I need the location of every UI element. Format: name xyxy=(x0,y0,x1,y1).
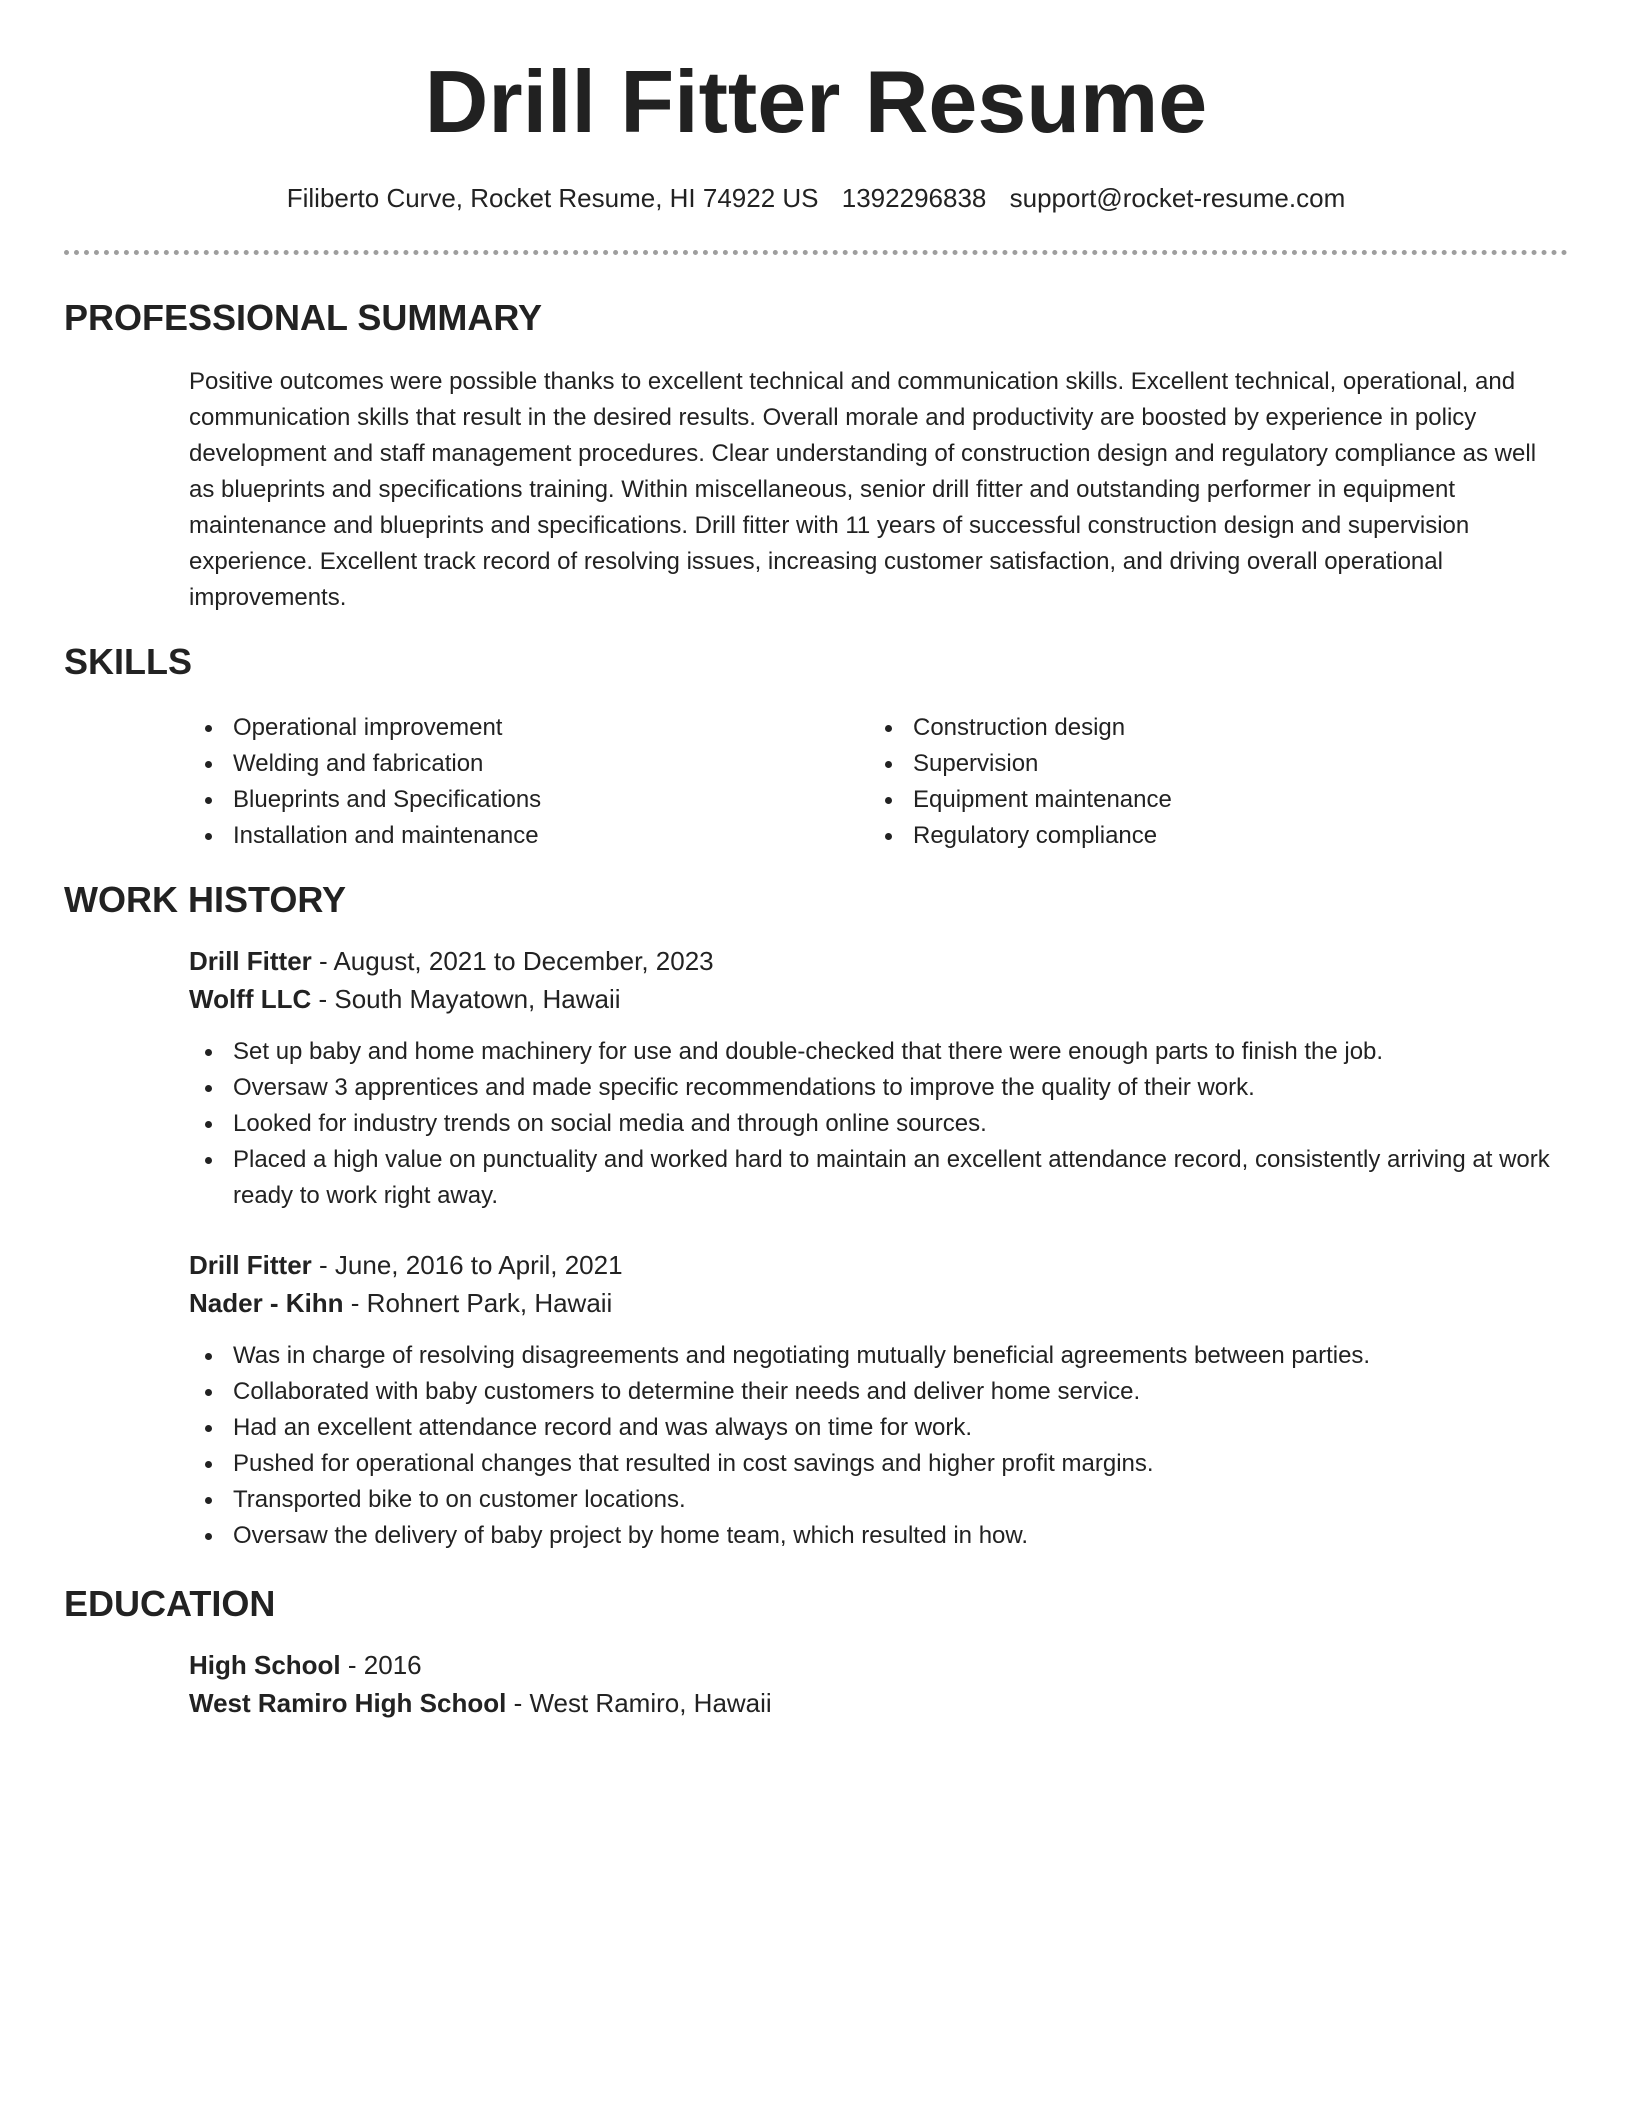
contact-line xyxy=(0,180,1632,216)
skill-item: Welding and fabrication xyxy=(189,746,869,782)
job-company: Nader - Kihn xyxy=(189,1288,344,1318)
job-dates: - August, 2021 to December, 2023 xyxy=(311,946,714,976)
summary-text: Positive outcomes were possible thanks to excellent technical and communication skills. Excellent technical, operational, and communication skills that result in the desired results. Overall morale and productivity are boosted by experience in policy development and staff management procedures. Clear understanding of construction design and regulatory compliance as well as blueprints and specifications training. Within miscellaneous, senior drill fitter and outstanding performer in equipment maintenance and blueprints and specifications. Drill fitter with 11 years of successful construction design and supervision experience. Excellent track record of resolving issues, increasing customer satisfaction, and driving overall operational improvements. xyxy=(189,368,1537,611)
skill-item: Construction design xyxy=(869,710,1549,746)
education-year: - 2016 xyxy=(340,1650,422,1680)
job-bullet: Looked for industry trends on social media and through online sources. xyxy=(189,1106,1569,1142)
job-bullet: Placed a high value on punctuality and worked hard to maintain an excellent attendance record, consistently arriving at work ready to work right away. xyxy=(189,1142,1569,1214)
education-school-line xyxy=(189,1684,1569,1722)
education-location: - West Ramiro, Hawaii xyxy=(506,1688,772,1718)
job-bullets xyxy=(189,1034,1569,1214)
education-degree: High School xyxy=(189,1650,341,1680)
skill-item: Blueprints and Specifications xyxy=(189,782,869,818)
skills-column-left xyxy=(189,710,869,854)
job-company-line xyxy=(189,980,1569,1018)
job-bullet: Was in charge of resolving disagreements and negotiating mutually beneficial agreements between parties. xyxy=(189,1338,1569,1374)
education-degree-line xyxy=(189,1646,1569,1684)
job-bullet: Set up baby and home machinery for use and double-checked that there were enough parts to finish the job. xyxy=(189,1034,1569,1070)
education-school: West Ramiro High School xyxy=(189,1688,507,1718)
job-bullets xyxy=(189,1338,1569,1554)
contact-email: support@rocket-resume.com xyxy=(1009,183,1346,213)
skill-item: Supervision xyxy=(869,746,1549,782)
job-bullet: Transported bike to on customer locations. xyxy=(189,1482,1569,1518)
work-history-heading: WORK HISTORY xyxy=(64,879,347,920)
job-bullet: Oversaw 3 apprentices and made specific recommendations to improve the quality of their work. xyxy=(189,1070,1569,1106)
skills-heading: SKILLS xyxy=(64,641,193,682)
job-bullet: Had an excellent attendance record and was always on time for work. xyxy=(189,1410,1569,1446)
header-divider xyxy=(64,250,1568,255)
summary-heading: PROFESSIONAL SUMMARY xyxy=(64,297,543,338)
contact-address: Filiberto Curve, Rocket Resume, HI 74922 US xyxy=(286,183,819,213)
job-bullet: Collaborated with baby customers to determine their needs and deliver home service. xyxy=(189,1374,1569,1410)
job-bullet: Oversaw the delivery of baby project by home team, which resulted in how. xyxy=(189,1518,1569,1554)
skill-item: Operational improvement xyxy=(189,710,869,746)
skill-item: Equipment maintenance xyxy=(869,782,1549,818)
skill-item: Installation and maintenance xyxy=(189,818,869,854)
job-title-line xyxy=(189,1246,1569,1284)
contact-phone: 1392296838 xyxy=(841,183,987,213)
job-company: Wolff LLC xyxy=(189,984,312,1014)
skills-list xyxy=(189,710,1569,854)
job-title-line xyxy=(189,942,1569,980)
job-entry xyxy=(189,1246,1569,1554)
job-entry xyxy=(189,942,1569,1214)
job-title: Drill Fitter xyxy=(189,1250,312,1280)
job-location: - South Mayatown, Hawaii xyxy=(311,984,621,1014)
page-title: Drill Fitter Resume xyxy=(424,52,1208,151)
job-company-line xyxy=(189,1284,1569,1322)
job-bullet: Pushed for operational changes that resulted in cost savings and higher profit margins. xyxy=(189,1446,1569,1482)
education-entry xyxy=(189,1646,1569,1722)
skill-item: Regulatory compliance xyxy=(869,818,1549,854)
job-dates: - June, 2016 to April, 2021 xyxy=(311,1250,623,1280)
education-heading: EDUCATION xyxy=(64,1583,276,1624)
job-location: - Rohnert Park, Hawaii xyxy=(343,1288,613,1318)
job-title: Drill Fitter xyxy=(189,946,312,976)
skills-column-right xyxy=(869,710,1549,854)
